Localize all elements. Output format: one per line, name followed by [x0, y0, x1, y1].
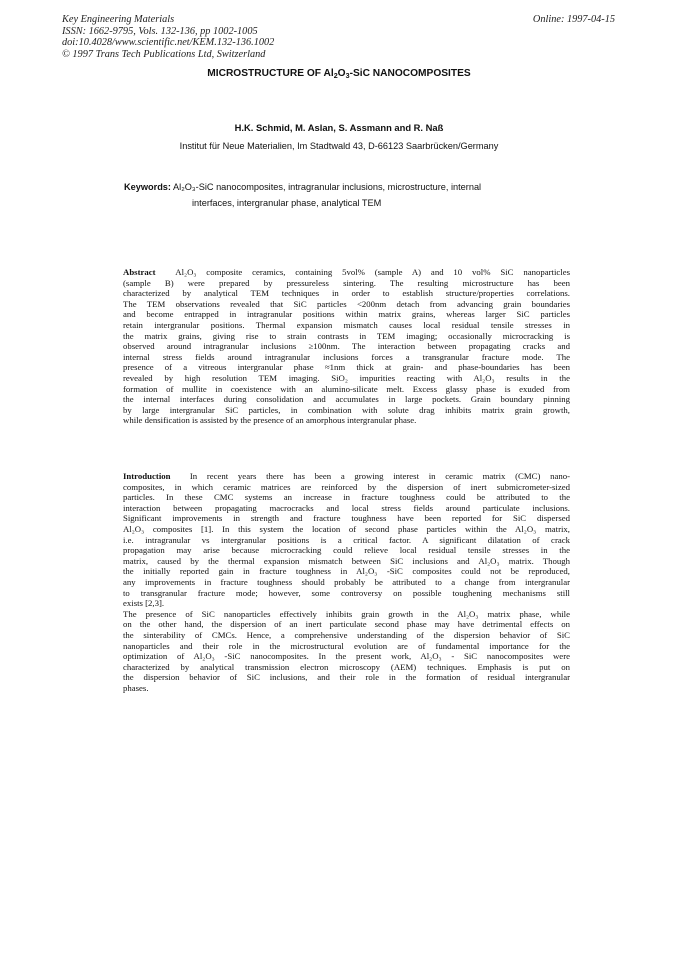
abstract-line: (sample B) were prepared by pressureless sintering. The resulting microstructure has been: [123, 277, 570, 288]
abstract-line: internal stress fields around intragranular inclusions forces a transgranular fracture mode. The: [123, 351, 570, 362]
introduction-line: The presence of SiC nanoparticles effectively inhibits grain growth in the Al₂O₃ matrix phase, while: [123, 608, 570, 619]
introduction-line: Significant improvements in strength and fracture toughness have been reported for SiC dispersed: [123, 513, 570, 524]
introduction-line: phases.: [123, 682, 149, 693]
introduction-line: on the other hand, the dispersion of an inert particulate second phase may have detrimental effects on: [123, 619, 570, 630]
introduction-line: characterized by analytical transmission electron microscopy (AEM) techniques. Emphasis is put on: [123, 661, 570, 672]
journal-name: Key Engineering Materials: [62, 14, 175, 25]
abstract-line: the internal interfaces during consolidation and accumulates in large pockets. Grain boundary pinning: [123, 394, 570, 405]
introduction-line: optimization of Al₂O₃ -SiC nanocomposites. In the present work, Al₂O₃ - SiC nanocomposites were: [123, 651, 570, 662]
abstract-line: revealed by high resolution TEM imaging. SiO₂ impurities reacting with Al₂O₃ results in the: [123, 372, 570, 383]
abstract-line: presence of a vitreous intergranular phase ≈1nm thick at grain- and phase-boundaries has been: [123, 362, 570, 373]
online-date: Online: 1997-04-15: [532, 14, 615, 25]
copyright-line: © 1997 Trans Tech Publications Ltd, Switzerland: [62, 48, 266, 60]
keywords-line-2: interfaces, intergranular phase, analytical TEM: [192, 198, 382, 208]
abstract-heading: Abstract: [123, 267, 156, 277]
abstract-line: and become entrapped in intragranular positions within matrix grains, whereas larger SiC particles: [123, 309, 570, 320]
abstract-line: The TEM observations revealed that SiC particles <200nm detach from advancing grain boundaries: [123, 298, 570, 309]
introduction-line: nanoparticles and their role in the microstructural evolution are of fundamental importance for the: [123, 640, 570, 651]
introduction-line: interaction between propagating macrocracks and local stress fields around particulate inclusions.: [123, 502, 570, 513]
abstract-line: formation of mullite in coexistence with an alumino-silicate melt. Excess glassy phase is exuded from: [123, 383, 570, 394]
abstract-section: [123, 267, 570, 426]
introduction-line: particles. In these CMC systems an increase in fracture toughness could be attributed to the: [123, 492, 570, 503]
introduction-heading: Introduction: [123, 471, 171, 481]
keywords-label: Keywords:: [124, 182, 171, 192]
paper-title: MICROSTRUCTURE OF $Al_2O_3$-SiC NANOCOMPOSITES: [207, 68, 471, 80]
introduction-line: matrix, caused by the thermal expansion mismatch between SiC inclusions and Al₂O₃ matrix. Though: [123, 555, 570, 566]
keywords: [124, 179, 481, 211]
issn-line: ISSN: 1662-9795, Vols. 132-136, pp 1002-1005: [62, 25, 258, 37]
authors: H.K. Schmid, M. Aslan, S. Assmann and R. Naß: [234, 122, 444, 133]
abstract-line: by large intergranular SiC particles, in combination with solute drag inhibits matrix grain growth,: [123, 404, 570, 415]
abstract-line: Abstract Al₂O₃ composite ceramics, containing 5vol% (sample A) and 10 vol% SiC nanoparticles: [123, 267, 570, 277]
abstract-line: retain intergranular positions. Thermal expansion mismatch causes local residual tensile stresses in: [123, 319, 570, 330]
introduction-line: i.e. intragranular vs intergranular positions is a critical factor. A significant dilatation of crack: [123, 534, 570, 545]
introduction-line: the dispersion behavior of SiC inclusions, and their role in the formation of residual intergranular: [123, 672, 570, 683]
journal-header: [62, 14, 274, 60]
abstract-line: characterized by analytical TEM techniques in order to establish structure/properties correlations.: [123, 288, 570, 299]
introduction-section: [123, 471, 570, 693]
introduction-line: Al₂O₃ composites [1]. In this system the location of second phase particles within the Al₂O₃ matrix,: [123, 523, 570, 534]
doi-line: doi:10.4028/www.scientific.net/KEM.132-136.1002: [62, 37, 275, 48]
introduction-line: the initially reported gain in fracture toughness in Al₂O₃ -SiC composites could not be reproduced,: [123, 566, 570, 577]
affiliation: Institut für Neue Materialien, Im Stadtwald 43, D-66123 Saarbrücken/Germany: [179, 141, 499, 151]
keywords-line-1: Al₂O₃-SiC nanocomposites, intragranular inclusions, microstructure, internal: [173, 182, 482, 192]
abstract-line: observed around intragranular inclusions ≥100nm. The interaction between propagating cracks and: [123, 341, 570, 352]
introduction-line: Introduction In recent years there has been a growing interest in ceramic matrix (CMC) nano-: [123, 471, 570, 481]
introduction-line: exists [2,3].: [123, 598, 165, 609]
introduction-line: the sinterability of CMCs. Hence, a comprehensive understanding of the dispersion behavior of SiC: [123, 629, 570, 640]
introduction-line: to transgranular fracture mode; however, some controversy on possible toughening mechanisms still: [123, 587, 570, 598]
introduction-line: propagation may arise because microcracking could relieve local residual tensile stresses in the: [123, 545, 570, 556]
introduction-line: any improvements in fracture toughness should probably be attributed to a change from intergranular: [123, 576, 570, 587]
abstract-line: the matrix grains, giving rise to strain contrasts in TEM imaging; occasionally microcracking is: [123, 330, 570, 341]
introduction-line: composites, in which ceramic matrices are reinforced by the dispersion of inert submicrometer-sized: [123, 481, 570, 492]
abstract-line: while densification is assisted by the presence of an amorphous intergranular phase.: [123, 415, 417, 426]
